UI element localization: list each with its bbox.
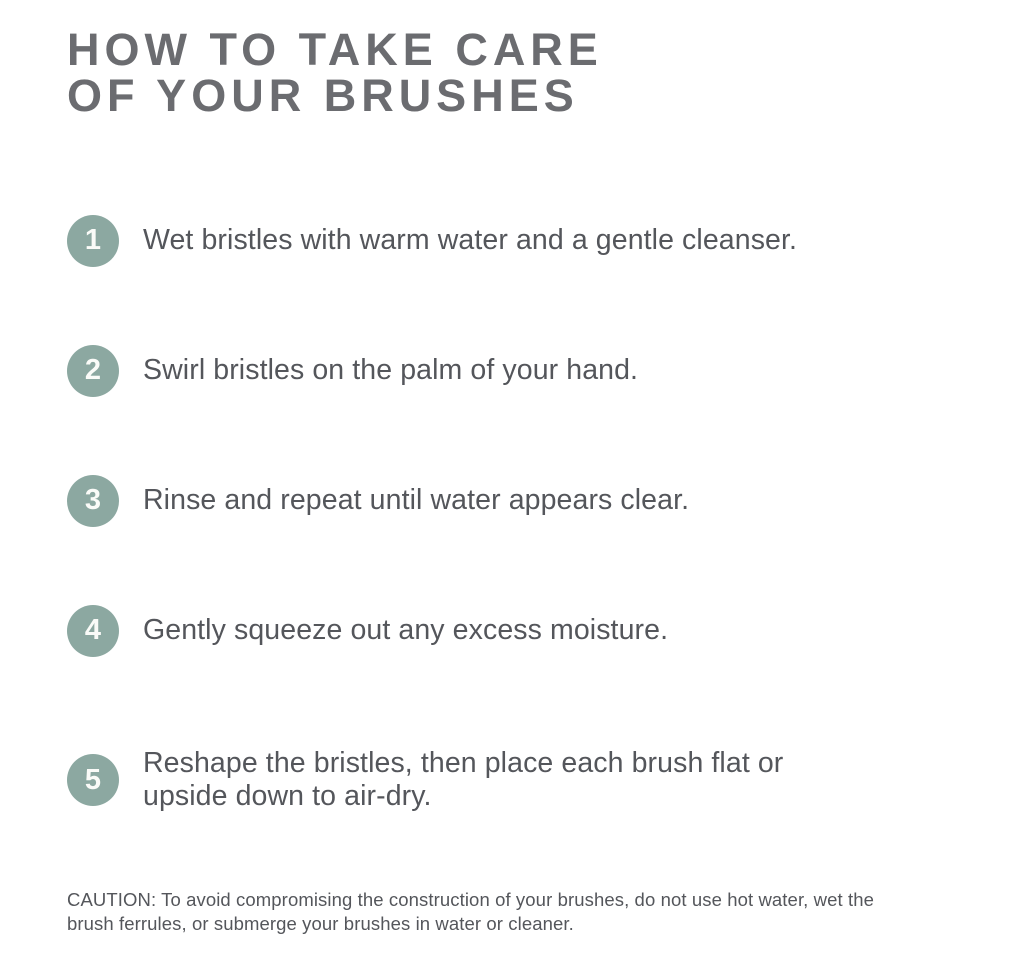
step-item-4 <box>67 605 1024 657</box>
step-number-badge: 5 <box>67 754 119 806</box>
step-number-badge: 3 <box>67 475 119 527</box>
step-text: Reshape the bristles, then place each brush flat or upside down to air-dry. <box>143 746 784 813</box>
step-item-1 <box>67 215 1024 267</box>
step-number-badge: 4 <box>67 605 119 657</box>
step-item-3 <box>67 475 1024 527</box>
step-item-2 <box>67 345 1024 397</box>
step-item-5 <box>67 747 1024 814</box>
step-number-badge: 2 <box>67 345 119 397</box>
page-title <box>67 24 1024 121</box>
page-title-line-2: OF YOUR BRUSHES <box>67 69 579 121</box>
step-number-badge: 1 <box>67 215 119 267</box>
step-text: Rinse and repeat until water appears clear. <box>143 483 690 516</box>
step-text: Gently squeeze out any excess moisture. <box>143 613 669 646</box>
steps-list <box>67 215 1024 814</box>
step-text: Wet bristles with warm water and a gentle cleanser. <box>143 223 798 256</box>
step-text: Swirl bristles on the palm of your hand. <box>143 353 639 386</box>
page-title-line-1: HOW TO TAKE CARE <box>67 24 603 75</box>
caution-note: CAUTION: To avoid compromising the construction of your brushes, do not use hot water, wet the brush ferrules, or submerge your brushes in water or cleaner. <box>67 889 875 935</box>
